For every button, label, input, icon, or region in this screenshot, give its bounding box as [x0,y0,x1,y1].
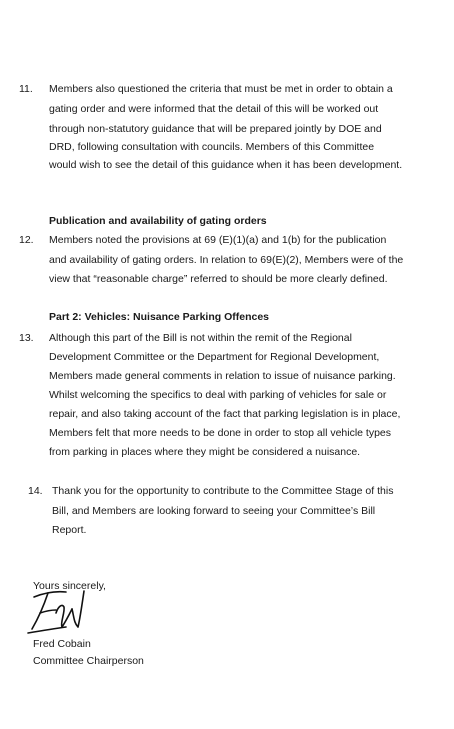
paragraph-line: Bill, and Members are looking forward to seeing your Committee’s Bill [52,505,376,517]
paragraph-line: Whilst welcoming the specifics to deal with parking of vehicles for sale or [49,389,387,401]
paragraph-line: and availability of gating orders. In relation to 69(E)(2), Members were of the [49,254,404,266]
handwritten-signature [20,583,90,641]
paragraph-line: Members noted the provisions at 69 (E)(1)(a) and 1(b) for the publication [49,234,387,246]
paragraph-line: through non-statutory guidance that will be prepared jointly by DOE and [49,123,382,135]
paragraph-number: 12. [19,234,34,246]
paragraph-line: Members made general comments in relation to issue of nuisance parking. [49,370,396,382]
paragraph-number: 13. [19,332,34,344]
section-heading-publication: Publication and availability of gating orders [49,215,267,227]
closing-salutation: Yours sincerely, [33,580,106,592]
paragraph-line: would wish to see the detail of this guidance when it has been development. [49,159,403,171]
paragraph-line: gating order and were informed that the detail of this will be worked out [49,103,379,115]
paragraph-line: DRD, following consultation with councils. Members of this Committee [49,141,375,153]
paragraph-line: repair, and also taking account of the fact that parking legislation is in place, [49,408,401,420]
paragraph-line: Development Committee or the Department for Regional Development, [49,351,380,363]
signatory-title: Committee Chairperson [33,655,144,667]
paragraph-number: 11. [19,83,33,95]
paragraph-number: 14. [28,485,43,497]
signatory-name: Fred Cobain [33,638,91,650]
paragraph-line: from parking in places where they might be considered a nuisance. [49,446,361,458]
paragraph-line: Members felt that more needs to be done in order to stop all vehicle types [49,427,392,439]
paragraph-line: Report. [52,524,87,536]
paragraph-line: Thank you for the opportunity to contribute to the Committee Stage of this [52,485,394,497]
paragraph-line: Members also questioned the criteria that must be met in order to obtain a [49,83,393,95]
paragraph-line: view that “reasonable charge” referred to should be more clearly defined. [49,273,388,285]
paragraph-line: Although this part of the Bill is not within the remit of the Regional [49,332,352,344]
section-heading-part-2: Part 2: Vehicles: Nuisance Parking Offences [49,311,270,323]
